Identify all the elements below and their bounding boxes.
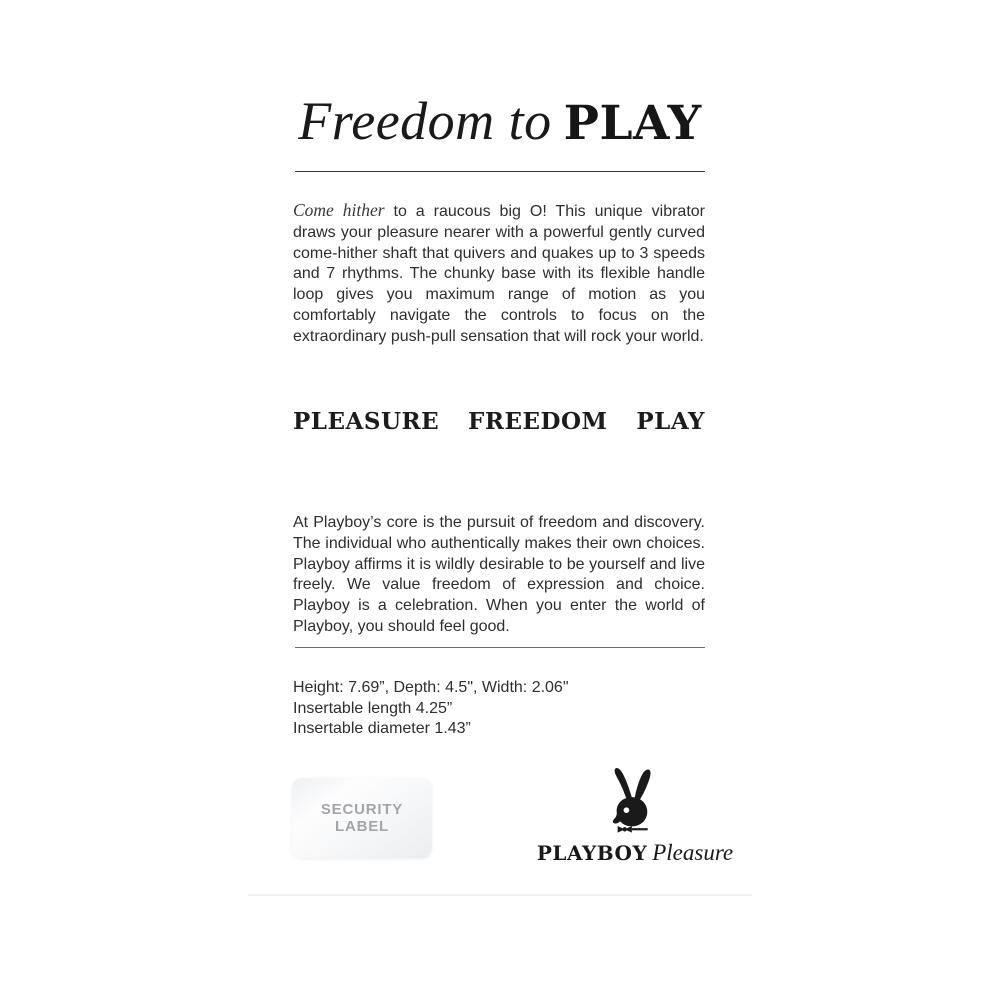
panel-edge-line <box>248 894 752 896</box>
insertable-diameter-line: Insertable diameter 1.43” <box>293 720 471 738</box>
security-label-line2: LABEL <box>335 818 389 835</box>
intro-body: to a raucous big O! This unique vibrator draws your pleasure nearer with a powerful gently curved come-hither shaft that quivers and quakes up to 3 speeds and 7 rhythms. The chunky base with its flexible handle loop gives you maximum range of motion as you comfortably navigate the controls to focus on the extraordinary push-pull sensation that will rock your world. <box>293 203 705 345</box>
brand-wordmark-playboy: PLAYBOY <box>536 841 648 865</box>
brand-values-row <box>293 408 705 435</box>
dimensions-line: Height: 7.69”, Depth: 4.5", Width: 2.06" <box>293 679 569 696</box>
value-word-pleasure: PLEASURE <box>293 408 440 435</box>
value-word-freedom: FREEDOM <box>468 408 608 435</box>
insertable-length-line: Insertable length 4.25” <box>293 699 453 717</box>
intro-lead: Come hither <box>293 200 385 220</box>
playboy-bunny-icon <box>606 766 656 836</box>
brand-paragraph: At Playboy’s core is the pursuit of freedom and discovery. The individual who authentically makes their own choices. Playboy affirms it is wildly desirable to be yourself and live freely. We value freedom of expression and choice. Playboy is a celebration. When you enter the world of Playboy, you should feel good. <box>293 514 705 635</box>
specs-divider <box>295 647 705 648</box>
security-label-line1: SECURITY <box>320 800 404 818</box>
security-label-sticker <box>292 778 432 858</box>
page-title <box>0 90 1000 152</box>
page-title-bold: PLAY <box>563 96 702 151</box>
intro-paragraph <box>293 200 705 348</box>
page-title-italic: Freedom to <box>298 91 552 151</box>
title-divider <box>295 171 705 172</box>
brand-wordmark <box>537 840 733 866</box>
value-word-play: PLAY <box>636 408 705 435</box>
product-dimensions <box>293 678 705 740</box>
brand-lockup <box>536 766 734 866</box>
brand-wordmark-pleasure: Pleasure <box>652 840 734 865</box>
